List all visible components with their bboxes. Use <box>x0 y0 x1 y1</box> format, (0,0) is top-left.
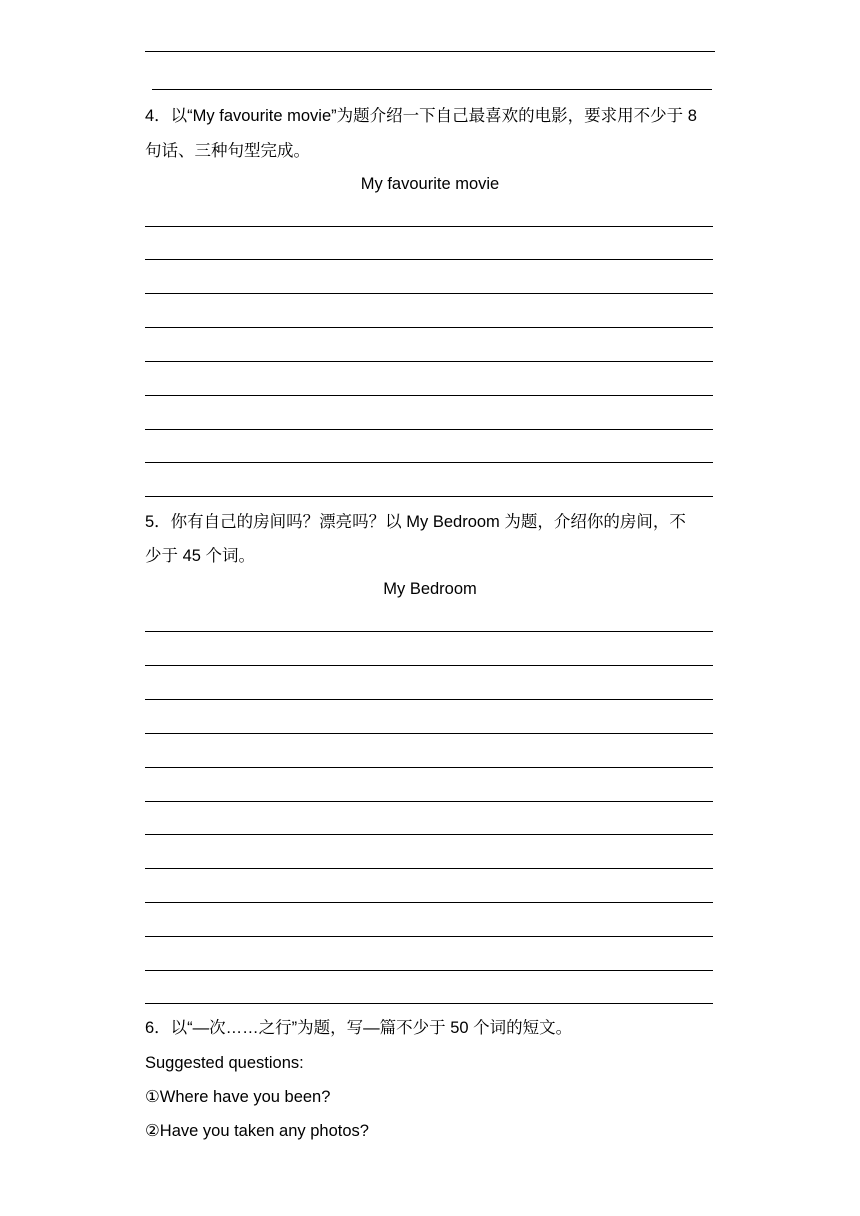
answer-line[interactable] <box>145 293 713 294</box>
answer-line[interactable] <box>145 327 713 328</box>
answer-line[interactable] <box>145 699 713 700</box>
question-5-prompt-line-2: 少于 45 个词。 <box>145 547 256 565</box>
answer-line[interactable] <box>152 89 712 90</box>
answer-line[interactable] <box>145 767 713 768</box>
answer-line[interactable] <box>145 834 713 835</box>
answer-line[interactable] <box>145 902 713 903</box>
answer-line[interactable] <box>145 1003 713 1004</box>
question-6-prompt: 6．以“—次……之行”为题，写—篇不少于 50 个词的短文。 <box>145 1019 573 1037</box>
question-4-prompt-line-2: 句话、三种句型完成。 <box>145 142 310 160</box>
answer-line[interactable] <box>145 395 713 396</box>
answer-line[interactable] <box>145 665 713 666</box>
suggested-question-item: ①Where have you been? <box>145 1088 331 1106</box>
suggested-question-item: ②Have you taken any photos? <box>145 1122 369 1140</box>
answer-line[interactable] <box>145 801 713 802</box>
question-5-prompt-line-1: 5．你有自己的房间吗？漂亮吗？以 My Bedroom 为题，介绍你的房间，不 <box>145 513 686 531</box>
answer-line[interactable] <box>145 970 713 971</box>
suggested-questions-label: Suggested questions: <box>145 1054 304 1072</box>
answer-line[interactable] <box>145 936 713 937</box>
question-4-prompt-line-1: 4．以“My favourite movie”为题介绍一下自己最喜欢的电影，要求用不少于 8 <box>145 107 697 125</box>
answer-line[interactable] <box>145 496 713 497</box>
answer-line[interactable] <box>145 361 713 362</box>
answer-line[interactable] <box>145 51 715 52</box>
answer-line[interactable] <box>145 259 713 260</box>
answer-line[interactable] <box>145 631 713 632</box>
question-5-essay-title: My Bedroom <box>383 580 477 598</box>
answer-line[interactable] <box>145 226 713 227</box>
answer-line[interactable] <box>145 733 713 734</box>
answer-line[interactable] <box>145 868 713 869</box>
answer-line[interactable] <box>145 429 713 430</box>
answer-line[interactable] <box>145 462 713 463</box>
question-4-essay-title: My favourite movie <box>360 175 500 193</box>
